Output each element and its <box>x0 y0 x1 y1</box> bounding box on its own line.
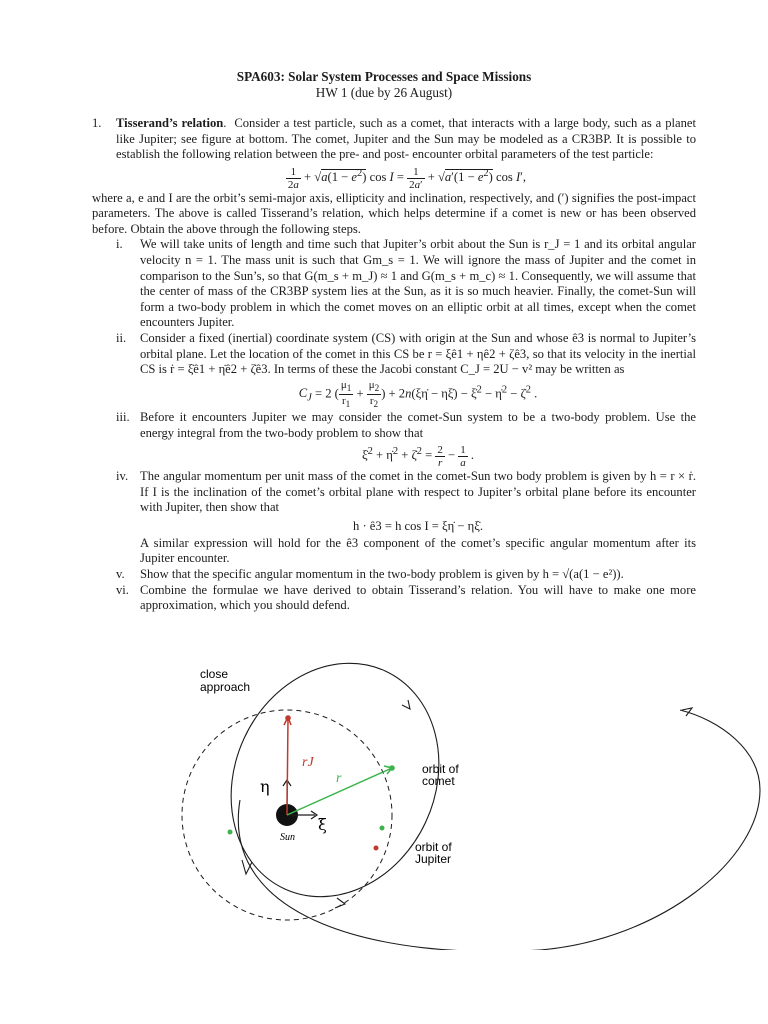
rj-vector <box>287 718 288 815</box>
eta-label: η <box>260 777 270 796</box>
step-vi <box>116 583 696 614</box>
orbit-figure <box>160 660 768 950</box>
comet-orbit-label-2: comet <box>422 774 455 788</box>
step-i <box>116 237 696 331</box>
sun-label: Sun <box>280 832 295 843</box>
question-number: 1. <box>92 116 102 130</box>
step-ii <box>116 331 696 410</box>
jupiter-orbit-label-2: Jupiter <box>415 852 452 866</box>
step-number: v. <box>116 567 125 582</box>
question-1 <box>92 116 696 614</box>
rj-label: rJ <box>302 755 314 770</box>
step-number: iv. <box>116 469 129 484</box>
step-text: Combine the formulae we have derived to obtain Tisserand’s relation. You will have to make one more approximation, which you should defend. <box>140 582 696 613</box>
step-number: vi. <box>116 582 129 597</box>
question-intro: Tisserand’s relation. Consider a test particle, such as a comet, that interacts with a large body, such as a planet like Jupiter; see figure at bottom. The comet, Jupiter and the Sun may be modeled as a CR3BP. It is possible to establish the following relation between the pre- and post- encounter orbital parameters of the test particle: <box>116 116 696 162</box>
page-title: SPA603: Solar System Processes and Space Missions <box>236 69 532 84</box>
post-encounter-orbit <box>238 710 760 950</box>
step-iv-followup: A similar expression will hold for the ê3 component of the comet’s specific angular momentum after its Jupiter encounter. <box>140 535 696 566</box>
step-text: We will take units of length and time such that Jupiter’s orbit about the Sun is r_J = 1 and its orbital angular velocity n = 1. The mass unit is such that Gm_s = 1. We will ignore the mass of Jupiter and the comet in comparison to the Sun’s, so that G(m_s + m_J) ≈ 1 and G(m_s + m_c) ≈ 1. Consequently, we will assume that the center of mass of the CR3BP system lies at the Sun, as it is so much heavier. Finally, the comet-Sun will form a two-body problem in which the comet moves on an elliptic orbit at all times, except when the comet encounters Jupiter. <box>140 237 696 330</box>
tisserand-equation: $\frac{1}{2a}$ + $√a(1 - e^2)$ cos I = $\frac{1}{2a'}$ + $√a'(1 - e^2)$ cos I′, <box>287 165 527 191</box>
page-subtitle: HW 1 (due by 26 August) <box>315 85 453 100</box>
comet-orbit <box>194 660 477 931</box>
step-text: Before it encounters Jupiter we may consider the comet-Sun system to be a two-body problem. Use the energy integral from the two-body problem to show that <box>140 410 696 440</box>
step-text: The angular momentum per unit mass of the comet in the comet-Sun two body problem is given by h = r × ṙ. If I is the inclination of the comet’s orbital plane with respect to Jupiter’s orbital plane before its encounter with Jupiter, then show that <box>140 469 696 515</box>
xi-label: ξ <box>318 815 327 834</box>
step-number: i. <box>116 237 123 252</box>
intro-text: Consider a test particle, such as a comet, that interacts with a large body, such as a planet like Jupiter; see figure at bottom. The comet, Jupiter and the Sun may be modeled as a CR3BP. It is possible to establish the following relation between the pre- and post- encounter orbital parameters of the test particle: <box>116 116 696 162</box>
question-body <box>92 116 696 614</box>
arrow-icon <box>402 700 410 709</box>
jupiter-point <box>374 846 379 851</box>
question-heading: Tisserand’s relation <box>116 116 224 130</box>
comet-point <box>228 830 233 835</box>
step-iii <box>116 410 696 469</box>
close-approach-label-2: approach <box>200 680 251 694</box>
arrow-icon <box>335 898 345 908</box>
step-iv <box>116 469 696 567</box>
step-number: ii. <box>116 330 127 345</box>
jacobi-equation: $C_J = 2$ ( $\frac{\mu_1}{r_1}$ + $\frac{\mu_2}{r_2}$ ) + 2n(ξη̇ − ηξ̇) − ξ̇$^2$ − η̇$^2$ − ζ̇$^2$ . <box>298 378 538 410</box>
comet-orbit-label: orbit of <box>422 762 459 776</box>
close-approach-point <box>285 715 291 721</box>
close-approach-label: close <box>200 667 229 681</box>
step-text: Show that the specific angular momentum in the two-body problem is given by h = √(a(1 − e²)). <box>140 567 624 582</box>
step-v <box>116 567 696 583</box>
jupiter-orbit-label: orbit of <box>415 840 452 854</box>
energy-equation: ξ̇$^2$ + η̇$^2$ + ζ̇$^2$ = $\frac{2}{r}$ − $\frac{1}{a}$ . <box>361 444 475 470</box>
comet-point <box>389 765 395 771</box>
step-number: iii. <box>116 410 130 425</box>
angular-momentum-equation: h · ê3 = h cos I = ξη̇ − ηξ̇. <box>353 518 483 533</box>
comet-point <box>380 826 385 831</box>
step-text: Consider a fixed (inertial) coordinate system (CS) with origin at the Sun and whose ê3 is normal to Jupiter’s orbital plane. Let the location of the comet in this CS be r = ξê1 + ηê2 + ζê3, so that its velocity in the inertial CS is ṙ = ξ̇ê1 + η̇ê2 + ζ̇ê3. In terms of these the Jacobi constant C_J = 2U − v² may be written as <box>140 330 696 377</box>
r-label: r <box>336 771 342 786</box>
after-equation-text: where a, e and I are the orbit’s semi-major axis, ellipticity and inclination, respectively, and (′) signifies the post-impact parameters. The above is called Tisserand’s relation, which helps determine if a comet is new or has been observed before. Obtain the above through the following steps. <box>92 190 696 236</box>
